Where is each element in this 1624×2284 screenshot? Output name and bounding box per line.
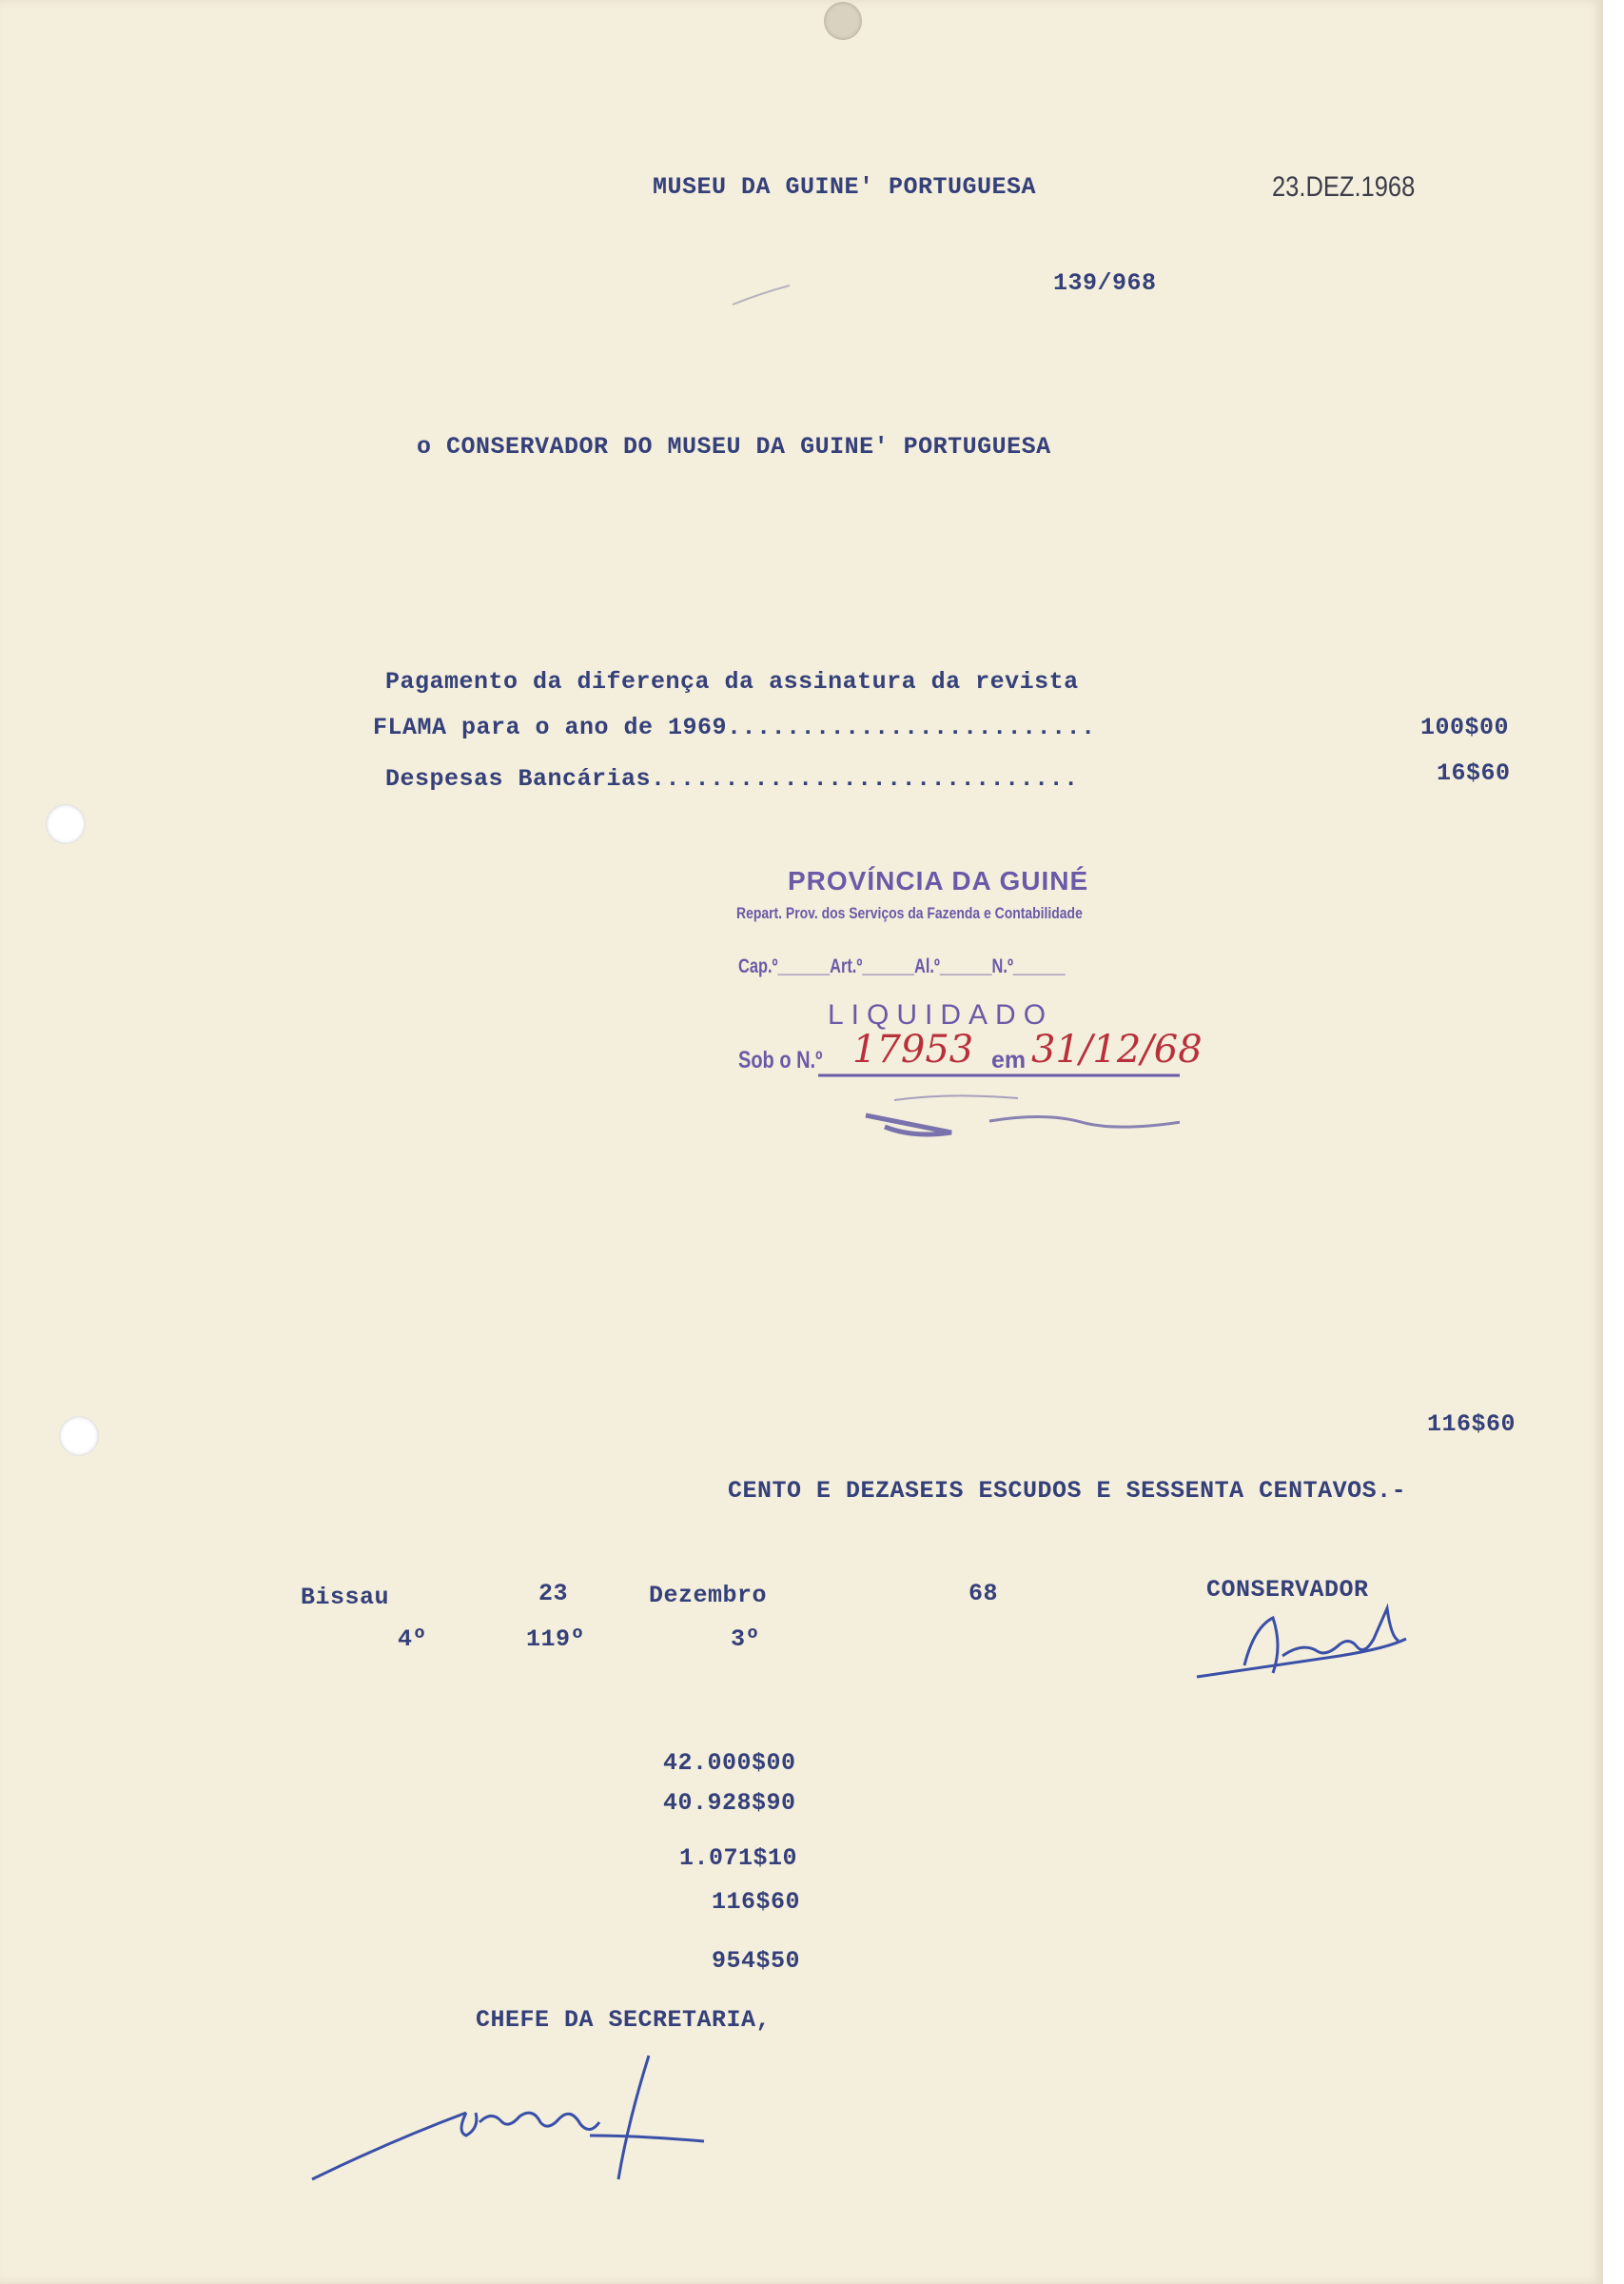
punch-hole-lower <box>59 1416 99 1456</box>
stamp-number-value: 17953 <box>852 1028 974 1072</box>
dateline-month: Dezembro <box>649 1582 768 1609</box>
total-in-words: CENTO E DEZASEIS ESCUDOS E SESSENTA CENTAVOS.- <box>728 1477 1407 1505</box>
institution-name: MUSEU DA GUINE' PORTUGUESA <box>653 173 1037 201</box>
code-second: 119º <box>526 1625 586 1653</box>
secretary-title: CHEFE DA SECRETARIA, <box>476 2006 772 2034</box>
stamp-date-value: 31/12/68 <box>1031 1028 1203 1072</box>
dateline-year: 68 <box>969 1580 999 1607</box>
stamp-subtitle: Repart. Prov. dos Serviços da Fazenda e Contabilidade <box>736 904 1083 922</box>
dateline-day: 23 <box>538 1580 569 1607</box>
total-amount: 116$60 <box>1427 1410 1516 1438</box>
stamp-date-label: em <box>991 1047 1027 1073</box>
budget-spent: 40.928$90 <box>663 1789 796 1817</box>
addressee-line: o CONSERVADOR DO MUSEU DA GUINE' PORTUGUESA <box>417 433 1051 461</box>
conservador-signature <box>1187 1589 1435 1694</box>
stamp-fields: Cap.º______Art.º______Al.º______N.º______ <box>738 955 1066 977</box>
budget-allocation: 42.000$00 <box>663 1749 796 1777</box>
stamp-status: LIQUIDADO <box>828 999 1054 1031</box>
item-description-line1: Pagamento da diferença da assinatura da revista <box>385 668 1079 696</box>
dateline-place: Bissau <box>301 1584 390 1611</box>
code-first: 4º <box>398 1625 428 1653</box>
punch-hole-upper <box>46 804 86 844</box>
received-date-stamp: 23.DEZ.1968 <box>1272 171 1416 203</box>
code-third: 3º <box>731 1625 761 1653</box>
page-edge <box>1603 0 1624 2284</box>
item-description-line2: FLAMA para o ano de 1969......................... <box>373 714 1096 741</box>
budget-this-expense: 116$60 <box>712 1888 801 1916</box>
signer-title: CONSERVADOR <box>1206 1576 1369 1604</box>
budget-remaining: 1.071$10 <box>679 1844 798 1872</box>
item-amount-bank-fees: 16$60 <box>1437 759 1511 787</box>
stray-pencil-marks <box>723 276 837 314</box>
stamp-number-label: Sob o N.º <box>738 1047 823 1073</box>
stamp-title: PROVÍNCIA DA GUINÉ <box>788 866 1089 896</box>
staple-hole <box>824 2 862 40</box>
budget-balance: 954$50 <box>712 1947 801 1975</box>
item-amount-subscription: 100$00 <box>1420 714 1510 741</box>
reference-number: 139/968 <box>1053 269 1157 297</box>
stamp-underline-scribbles <box>799 1056 1180 1171</box>
item-description-line3: Despesas Bancárias............................. <box>385 765 1079 793</box>
secretary-signature <box>304 2037 723 2227</box>
